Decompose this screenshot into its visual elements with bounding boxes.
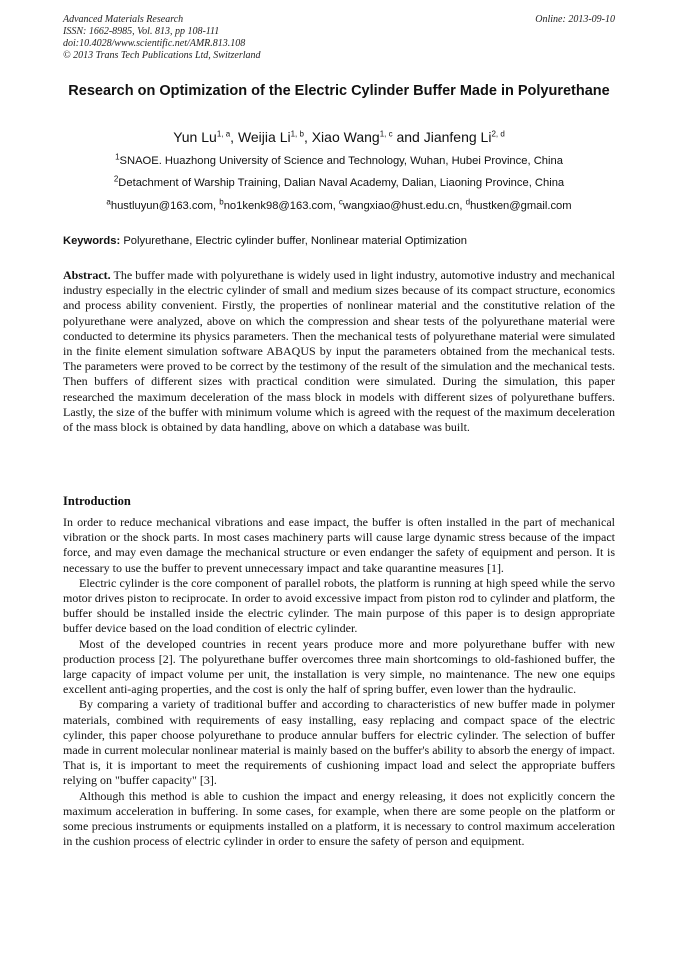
- author-sup: 1, c: [379, 129, 393, 139]
- email-address[interactable]: no1kenk98@163.com: [223, 200, 333, 212]
- email-address[interactable]: wangxiao@hust.edu.cn: [342, 200, 460, 212]
- online-date: Online: 2013-09-10: [535, 14, 615, 25]
- email-sup: c: [338, 197, 343, 207]
- affiliation-2: [63, 176, 615, 190]
- author-name: Xiao Wang: [311, 129, 380, 145]
- author-sup: 1, a: [216, 129, 231, 139]
- keywords-label: Keywords:: [63, 235, 121, 247]
- affiliation-text: SNAOE. Huazhong University of Science and Technology, Wuhan, Hubei Province, China: [119, 155, 563, 167]
- paragraph: By comparing a variety of traditional buffer and according to characteristics of new buffer made in polymer materials, combined with requirements of easy installing, easy replacing and compact space of the electric cylinder, this paper choose polyurethane to produce annular buffers for electric cylinder. The selection of buffer made in current molecular nonlinear material is mainly based on the buffer's ability to absorb the energy of impact. That is, it is important to meet the requirements of cushioning impact load and select the appropriate buffers relying on "buffer capacity" [3].: [63, 697, 615, 788]
- affiliation-1: [63, 154, 615, 168]
- journal-name: Advanced Materials Research: [63, 14, 184, 25]
- author-separator: ,: [303, 129, 312, 145]
- author-sup: 2, d: [491, 129, 505, 139]
- keywords: [63, 234, 615, 248]
- abstract-text: The buffer made with polyurethane is widely used in light industry, automotive industry and mechanical industry especially in the electric cylinder of small and medium sizes because of its compact structure, economics and process ability convenient. Firstly, the properties of nonlinear material and the constitutive relation of the polyurethane were analyzed, above on which the compression and shear tests of the polyurethane material were conducted to determine its physics parameters. Then the mechanical tests of polyurethane material were simulated in the finite element simulation software ABAQUS by input the parameters obtained from the mechanical tests. The parameters were proved to be correct by the testimony of the result of the simulation and the mechanical tests. Then buffers of different sizes with practical condition were simulated. During the simulation, this paper researched the maximum deceleration of the mass block in models with different sizes of polyurethane buffers. Lastly, the size of the buffer with minimum volume which is agreed with the request of the maximum deceleration of the mass block is obtained by data handling, above on which a database was built.: [63, 268, 615, 435]
- email-sup: d: [465, 197, 471, 207]
- affiliation-sup: 2: [113, 174, 119, 184]
- author-and: and: [392, 129, 424, 145]
- paragraph: Electric cylinder is the core component of parallel robots, the platform is running at high speed while the servo motor drives piston to reciprocate. In order to avoid excessive impact from piston rod to cylinder and platform, the buffer should be installed inside the electric cylinder. The main purpose of this paper is to design appropriate buffer device based on the load condition of electric cylinder.: [63, 575, 615, 636]
- author-list: [63, 128, 615, 146]
- journal-header: [63, 14, 615, 62]
- paragraph: In order to reduce mechanical vibrations and ease impact, the buffer is often installed in the part of mechanical vibration or the shock parts. In most cases machinery parts will cause large dynamic stress because of the impact force, and may even damage the mechanical structure or even endanger the safety of equipment and person. It is necessary to use the buffer to prevent unnecessary impact and take quarantine measures [1].: [63, 515, 615, 575]
- author-sup: 1, b: [290, 129, 304, 139]
- author-name: Weijia Li: [237, 129, 291, 145]
- introduction-body: [63, 515, 615, 849]
- affiliation-sup: 1: [115, 152, 120, 162]
- affiliation-text: Detachment of Warship Training, Dalian Naval Academy, Dalian, Liaoning Province, China: [118, 177, 565, 189]
- issn-line: ISSN: 1662-8985, Vol. 813, pp 108-111: [63, 26, 220, 37]
- paper-title: Research on Optimization of the Electric Cylinder Buffer Made in Polyurethane: [68, 83, 610, 99]
- author-separator: ,: [230, 129, 238, 145]
- email-line: $^a$hustluyun@163.com, $^b$no1kenk98@163.com, $^c$wangxiao@hust.edu.cn, $^d$hustken@gmail.com: [106, 197, 572, 212]
- doi-line: doi:10.4028/www.scientific.net/AMR.813.108: [63, 38, 246, 49]
- abstract: [63, 268, 615, 435]
- copyright-line: © 2013 Trans Tech Publications Ltd, Switzerland: [63, 50, 261, 61]
- paragraph: Most of the developed countries in recent years produce more and more polyurethane buffer with new production process [2]. The polyurethane buffer overcomes three main shortcomings to old-fashioned buffer, the large capacity of impact volume per unit, the installation is very simple, no maintenance. The new one equips excellent anti-aging properties, and the cost is only the half of spring buffer, even lower than the hydraulic.: [63, 636, 615, 697]
- email-address[interactable]: hustken@gmail.com: [470, 200, 572, 212]
- author-name: Yun Lu: [173, 129, 217, 145]
- paragraph: Although this method is able to cushion the impact and energy releasing, it does not explicitly concern the maximum acceleration in buffering. In some cases, for example, when there are some people on the platform or some precious instruments or equipments installed on a platform, it is necessary to control maximum acceleration in the cushion process of electric cylinder in order to ensure the safety of person and equipment.: [63, 788, 615, 849]
- email-sup: a: [106, 197, 111, 207]
- email-sup: b: [219, 197, 224, 207]
- keywords-text: Polyurethane, Electric cylinder buffer, Nonlinear material Optimization: [123, 235, 467, 247]
- abstract-label: Abstract.: [63, 268, 111, 282]
- email-address[interactable]: hustluyun@163.com: [110, 200, 214, 212]
- author-name: Jianfeng Li: [423, 129, 492, 145]
- introduction-heading: Introduction: [63, 494, 131, 508]
